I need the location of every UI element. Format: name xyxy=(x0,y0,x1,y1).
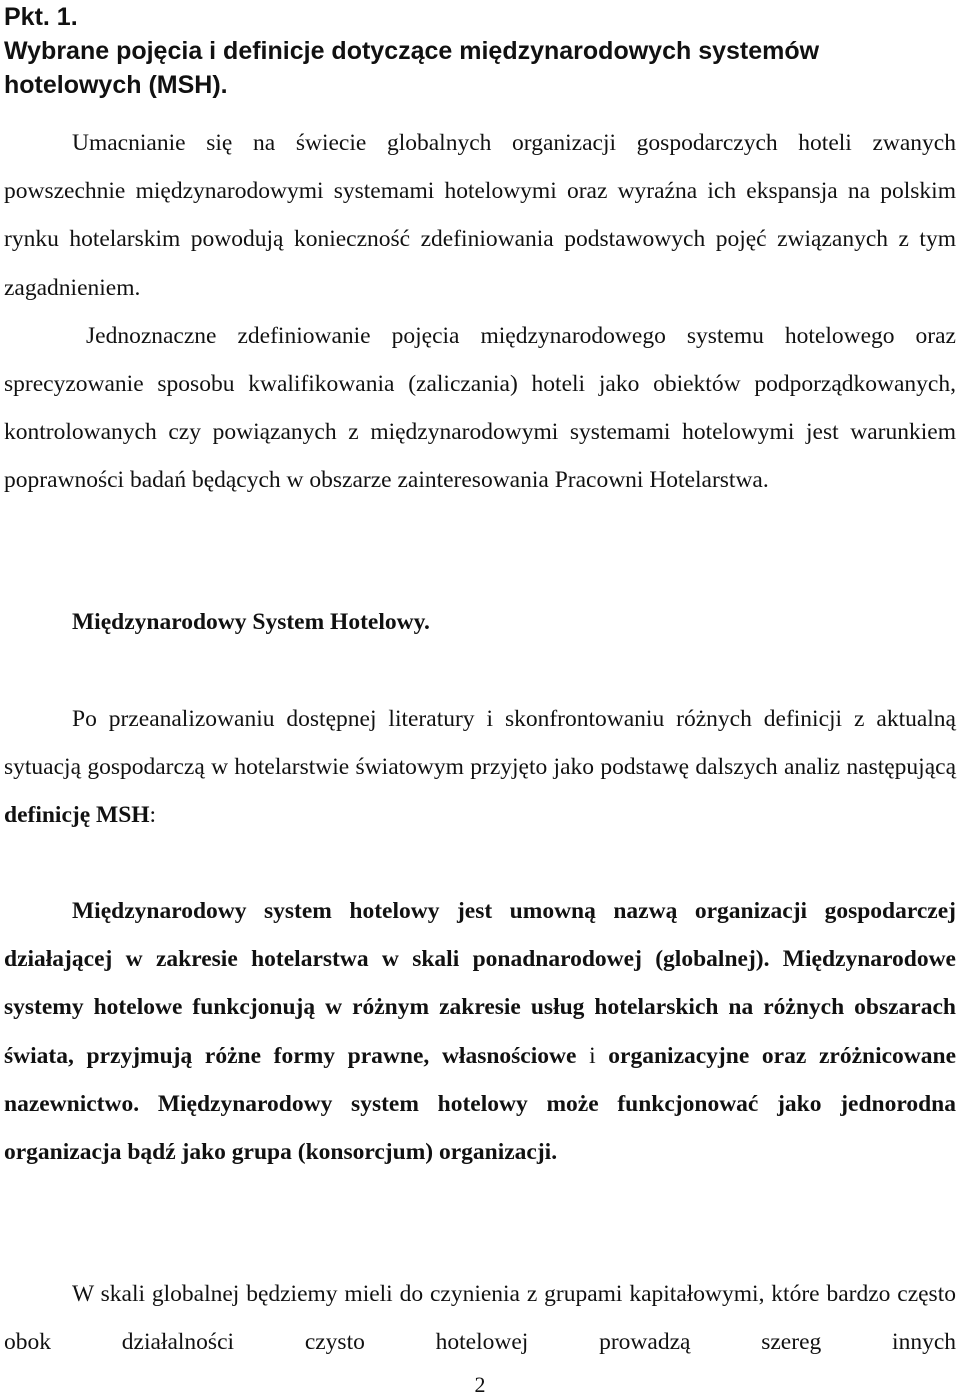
paragraph-analysis-text: Po przeanalizowaniu dostępnej literatury i skonfrontowaniu różnych definicji z aktualną sytuacją gospodarczą w hotelarstwie światowym przyjęto jako podstawę dalszych analiz następującą xyxy=(4,706,956,781)
definition-paragraph xyxy=(4,887,956,1176)
definition-conjunction: i xyxy=(576,1042,609,1069)
section-title-line1: Wybrane pojęcia i definicje dotyczące międzynarodowych systemów xyxy=(4,37,820,65)
paragraph-intro: Umacnianie się na świecie globalnych organizacji gospodarczych hoteli zwanych powszechnie międzynarodowymi systemami hotelowymi oraz wyraźna ich ekspansja na polskim rynku hotelarskim powodują konieczność zdefiniowania podstawowych pojęć związanych z tym zagadnieniem. xyxy=(4,130,956,301)
paragraph-analysis xyxy=(4,695,956,840)
section-header xyxy=(4,0,956,102)
intro-block xyxy=(4,119,956,505)
subheading: Międzynarodowy System Hotelowy. xyxy=(72,609,430,635)
page-number: 2 xyxy=(474,1372,486,1397)
section-number: Pkt. 1. xyxy=(4,3,78,31)
definition-block xyxy=(4,887,956,1176)
paragraph-analysis-end: : xyxy=(149,802,157,829)
definition-text: Międzynarodowy system hotelowy jest umowną nazwą organizacji gospodarczej działającej w zakresie hotelarstwa w skali ponadnarodowej (globalnej). Międzynarodowe systemy hotelowe funkcjonują w różnym zakresie usług hotelarskich na różnych obszarach świata, przyjmują różne formy prawne, własnościowe xyxy=(4,898,956,1069)
paragraph-definition-need: Jednoznaczne zdefiniowanie pojęcia międzynarodowego systemu hotelowego oraz sprecyzowanie sposobu kwalifikowania (zaliczania) hoteli jako obiektów podporządkowanych, kontrolowanych czy powiązanych z międzynarodowymi systemami hotelowymi jest warunkiem poprawności badań będących w obszarze zainteresowania Pracowni Hotelarstwa. xyxy=(4,322,956,494)
analysis-block xyxy=(4,695,956,840)
section-title-line2: hotelowych (MSH). xyxy=(4,71,228,99)
definition-text-end: organizacyjne oraz zróżnicowane nazewnictwo. Międzynarodowy system hotelowy może funkcjonować jako jednorodna organizacja bądź jako grupa (konsorcjum) organizacji. xyxy=(4,1042,956,1166)
definition-term: definicję MSH xyxy=(4,802,150,829)
paragraph-global: W skali globalnej będziemy mieli do czynienia z grupami kapitałowymi, które bardzo często obok działalności czysto hotelowej prowadzą szereg innych xyxy=(4,1281,956,1356)
global-block xyxy=(4,1270,956,1366)
